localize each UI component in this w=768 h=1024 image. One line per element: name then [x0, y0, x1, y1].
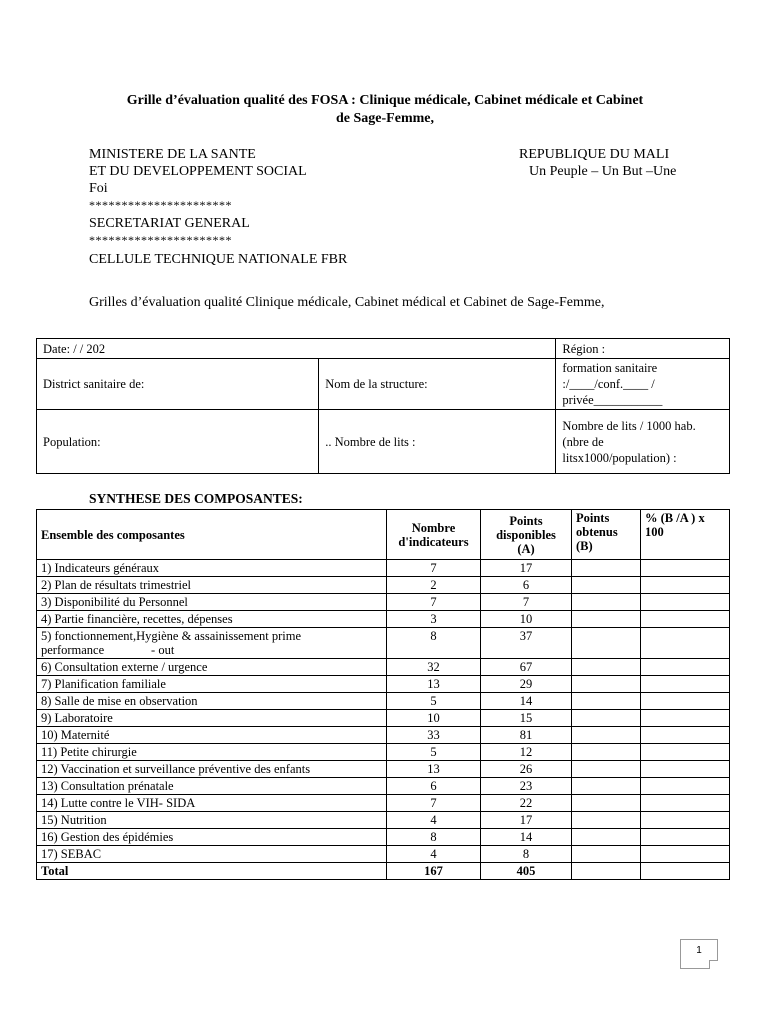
total-row	[37, 863, 730, 880]
percent-cell[interactable]	[641, 812, 730, 829]
intro-text: Grilles d’évaluation qualité Clinique médicale, Cabinet médical et Cabinet de Sage-Femme,	[89, 295, 605, 310]
table-row	[37, 829, 730, 846]
points-disponibles-cell: 81	[481, 727, 572, 744]
component-label	[37, 761, 387, 778]
nb-lits-field[interactable]: .. Nombre de lits :	[319, 410, 556, 474]
document-title-line1: Grille d’évaluation qualité des FOSA : Clinique médicale, Cabinet médicale et Cabinet	[126, 93, 644, 108]
table-row	[37, 659, 730, 676]
percent-cell[interactable]	[641, 676, 730, 693]
header-pct-line2: 100	[645, 525, 664, 539]
republic-motto: Un Peuple – Un But –Une	[529, 164, 677, 179]
nombre-indicateurs-cell: 13	[387, 676, 481, 693]
stars-divider: **********************	[89, 198, 232, 212]
lits-line3: litsx1000/population) :	[562, 450, 677, 465]
points-obtenus-cell[interactable]	[572, 560, 641, 577]
table-row	[37, 761, 730, 778]
secretariat-text: SECRETARIAT GENERAL	[89, 216, 250, 231]
component-label	[37, 744, 387, 761]
header-points-line1: Points	[509, 513, 543, 528]
component-label-line1: 5) fonctionnement,Hygiène & assainissement prime	[41, 629, 302, 643]
document-title	[60, 92, 710, 128]
component-label	[37, 611, 387, 628]
points-obtenus-cell[interactable]	[572, 710, 641, 727]
component-label	[37, 727, 387, 744]
table-row	[37, 846, 730, 863]
synthese-header-row	[37, 510, 730, 560]
component-label	[37, 778, 387, 795]
points-obtenus-cell[interactable]	[572, 628, 641, 659]
nombre-indicateurs-cell: 7	[387, 594, 481, 611]
percent-cell[interactable]	[641, 611, 730, 628]
points-disponibles-cell: 7	[481, 594, 572, 611]
republic-name: REPUBLIQUE DU MALI	[519, 147, 670, 162]
nombre-indicateurs-cell: 33	[387, 727, 481, 744]
ministry-name: MINISTERE DE LA SANTE	[89, 147, 256, 162]
component-label-line1: 15) Nutrition	[41, 813, 107, 827]
table-row	[37, 744, 730, 761]
points-disponibles-cell: 17	[481, 560, 572, 577]
points-disponibles-cell: 37	[481, 628, 572, 659]
component-label	[37, 676, 387, 693]
cellule-text: CELLULE TECHNIQUE NATIONALE FBR	[89, 252, 348, 267]
info-table	[36, 338, 730, 474]
component-label-line1: 9) Laboratoire	[41, 711, 113, 725]
points-disponibles-cell: 29	[481, 676, 572, 693]
points-disponibles-cell: 10	[481, 611, 572, 628]
header-obtenus-line1: Points	[576, 511, 610, 525]
republic-header	[519, 146, 719, 180]
percent-cell[interactable]	[641, 594, 730, 611]
total-percent-cell[interactable]	[641, 863, 730, 880]
percent-cell[interactable]	[641, 710, 730, 727]
percent-cell[interactable]	[641, 829, 730, 846]
points-obtenus-cell[interactable]	[572, 761, 641, 778]
component-label-line1: 14) Lutte contre le VIH- SIDA	[41, 796, 196, 810]
percent-cell[interactable]	[641, 560, 730, 577]
percent-cell[interactable]	[641, 693, 730, 710]
region-field[interactable]: Région :	[556, 339, 730, 359]
nombre-indicateurs-cell: 7	[387, 560, 481, 577]
header-obtenus-line2: obtenus	[576, 525, 618, 539]
nombre-indicateurs-cell: 2	[387, 577, 481, 594]
component-label-line1: 4) Partie financière, recettes, dépenses	[41, 612, 233, 626]
points-disponibles-cell: 67	[481, 659, 572, 676]
nombre-indicateurs-cell: 8	[387, 628, 481, 659]
component-label-line1: 8) Salle de mise en observation	[41, 694, 198, 708]
foi-text: Foi	[89, 181, 108, 196]
component-label-line1: 1) Indicateurs généraux	[41, 561, 159, 575]
points-disponibles-cell: 12	[481, 744, 572, 761]
table-row	[37, 795, 730, 812]
structure-name-field[interactable]: Nom de la structure:	[319, 359, 556, 410]
header-obtenus-line3: (B)	[576, 539, 593, 553]
component-label-line2: performance - out	[41, 643, 175, 657]
ministry-name-cont: ET DU DEVELOPPEMENT SOCIAL	[89, 164, 307, 179]
component-label	[37, 560, 387, 577]
formation-line2: :/____/conf.____ /	[562, 377, 655, 391]
points-obtenus-cell[interactable]	[572, 659, 641, 676]
component-label	[37, 812, 387, 829]
header-points-line3: (A)	[517, 541, 535, 556]
component-label-line1: 11) Petite chirurgie	[41, 745, 137, 759]
percent-cell[interactable]	[641, 628, 730, 659]
stars-divider: **********************	[89, 233, 232, 247]
percent-cell[interactable]	[641, 795, 730, 812]
component-label-line1: 17) SEBAC	[41, 847, 102, 861]
table-row	[37, 577, 730, 594]
header-points-obtenus	[572, 510, 641, 560]
ministry-header	[89, 146, 409, 268]
component-label	[37, 710, 387, 727]
points-disponibles-cell: 14	[481, 829, 572, 846]
page-number-box	[680, 939, 718, 969]
lits-line2: (nbre de	[562, 434, 604, 449]
table-row	[37, 778, 730, 795]
nombre-indicateurs-cell: 10	[387, 710, 481, 727]
points-obtenus-cell[interactable]	[572, 812, 641, 829]
percent-cell[interactable]	[641, 744, 730, 761]
component-label-line1: 6) Consultation externe / urgence	[41, 660, 208, 674]
points-obtenus-cell[interactable]	[572, 594, 641, 611]
page-fold-corner	[709, 960, 718, 969]
points-obtenus-cell[interactable]	[572, 611, 641, 628]
percent-cell[interactable]	[641, 727, 730, 744]
table-row	[37, 676, 730, 693]
points-obtenus-cell[interactable]	[572, 846, 641, 863]
nombre-indicateurs-cell: 13	[387, 761, 481, 778]
header-percent	[641, 510, 730, 560]
component-label-line1: 16) Gestion des épidémies	[41, 830, 174, 844]
points-obtenus-cell[interactable]	[572, 778, 641, 795]
points-disponibles-cell: 26	[481, 761, 572, 778]
component-label	[37, 594, 387, 611]
header-nombre	[387, 510, 481, 560]
points-disponibles-cell: 15	[481, 710, 572, 727]
points-disponibles-cell: 8	[481, 846, 572, 863]
nombre-indicateurs-cell: 5	[387, 693, 481, 710]
table-row	[37, 560, 730, 577]
percent-cell[interactable]	[641, 846, 730, 863]
nombre-indicateurs-cell: 6	[387, 778, 481, 795]
points-obtenus-cell[interactable]	[572, 676, 641, 693]
formation-line1: formation sanitaire	[562, 361, 658, 375]
percent-cell[interactable]	[641, 778, 730, 795]
percent-cell[interactable]	[641, 659, 730, 676]
points-disponibles-cell: 23	[481, 778, 572, 795]
component-label	[37, 829, 387, 846]
header-points-disponibles	[481, 510, 572, 560]
table-row	[37, 727, 730, 744]
points-disponibles-cell: 14	[481, 693, 572, 710]
header-nombre-line2: d'indicateurs	[398, 534, 469, 549]
formation-line3: privée___________	[562, 393, 663, 407]
points-obtenus-cell[interactable]	[572, 577, 641, 594]
table-row	[37, 710, 730, 727]
component-label	[37, 628, 387, 659]
synthese-heading: SYNTHESE DES COMPOSANTES:	[89, 491, 303, 506]
header-points-line2: disponibles	[496, 527, 556, 542]
nombre-indicateurs-cell: 8	[387, 829, 481, 846]
table-row	[37, 611, 730, 628]
component-label-line1: 13) Consultation prénatale	[41, 779, 174, 793]
nombre-indicateurs-cell: 32	[387, 659, 481, 676]
nombre-indicateurs-cell: 5	[387, 744, 481, 761]
component-label-line1: 2) Plan de résultats trimestriel	[41, 578, 191, 592]
component-label-line1: 12) Vaccination et surveillance préventive des enfants	[41, 762, 311, 776]
points-disponibles-cell: 6	[481, 577, 572, 594]
lits-per-1000-field[interactable]	[556, 410, 730, 474]
points-obtenus-cell[interactable]	[572, 795, 641, 812]
percent-cell[interactable]	[641, 761, 730, 778]
table-row	[37, 693, 730, 710]
points-obtenus-cell[interactable]	[572, 727, 641, 744]
points-disponibles-cell: 22	[481, 795, 572, 812]
component-label-line1: 7) Planification familiale	[41, 677, 166, 691]
nombre-indicateurs-cell: 3	[387, 611, 481, 628]
table-row	[37, 628, 730, 659]
nombre-indicateurs-cell: 4	[387, 812, 481, 829]
document-title-line2: de Sage-Femme,	[336, 111, 434, 126]
percent-cell[interactable]	[641, 577, 730, 594]
header-nombre-line1: Nombre	[411, 520, 456, 535]
table-row	[37, 812, 730, 829]
header-pct-line1: % (B /A ) x	[645, 511, 705, 525]
table-row	[37, 594, 730, 611]
lits-line1: Nombre de lits / 1000 hab.	[562, 418, 696, 433]
component-label-line1: 10) Maternité	[41, 728, 110, 742]
points-obtenus-cell[interactable]	[572, 829, 641, 846]
nombre-indicateurs-cell: 7	[387, 795, 481, 812]
total-nombre: 167	[387, 863, 481, 880]
total-points: 405	[481, 863, 572, 880]
component-label	[37, 846, 387, 863]
page-number: 1	[696, 945, 702, 956]
points-disponibles-cell: 17	[481, 812, 572, 829]
component-label	[37, 577, 387, 594]
formation-sanitaire-field[interactable]	[556, 359, 730, 410]
points-obtenus-cell[interactable]	[572, 693, 641, 710]
component-label	[37, 659, 387, 676]
component-label	[37, 693, 387, 710]
points-obtenus-cell[interactable]	[572, 744, 641, 761]
component-label-line1: 3) Disponibilité du Personnel	[41, 595, 188, 609]
total-obtenus-cell[interactable]	[572, 863, 641, 880]
component-label	[37, 795, 387, 812]
district-field[interactable]: District sanitaire de:	[37, 359, 319, 410]
nombre-indicateurs-cell: 4	[387, 846, 481, 863]
population-field[interactable]: Population:	[37, 410, 319, 474]
date-field[interactable]: Date: / / 202	[37, 339, 556, 359]
synthese-table	[36, 509, 730, 880]
header-ensemble: Ensemble des composantes	[37, 510, 387, 560]
total-label: Total	[37, 863, 387, 880]
